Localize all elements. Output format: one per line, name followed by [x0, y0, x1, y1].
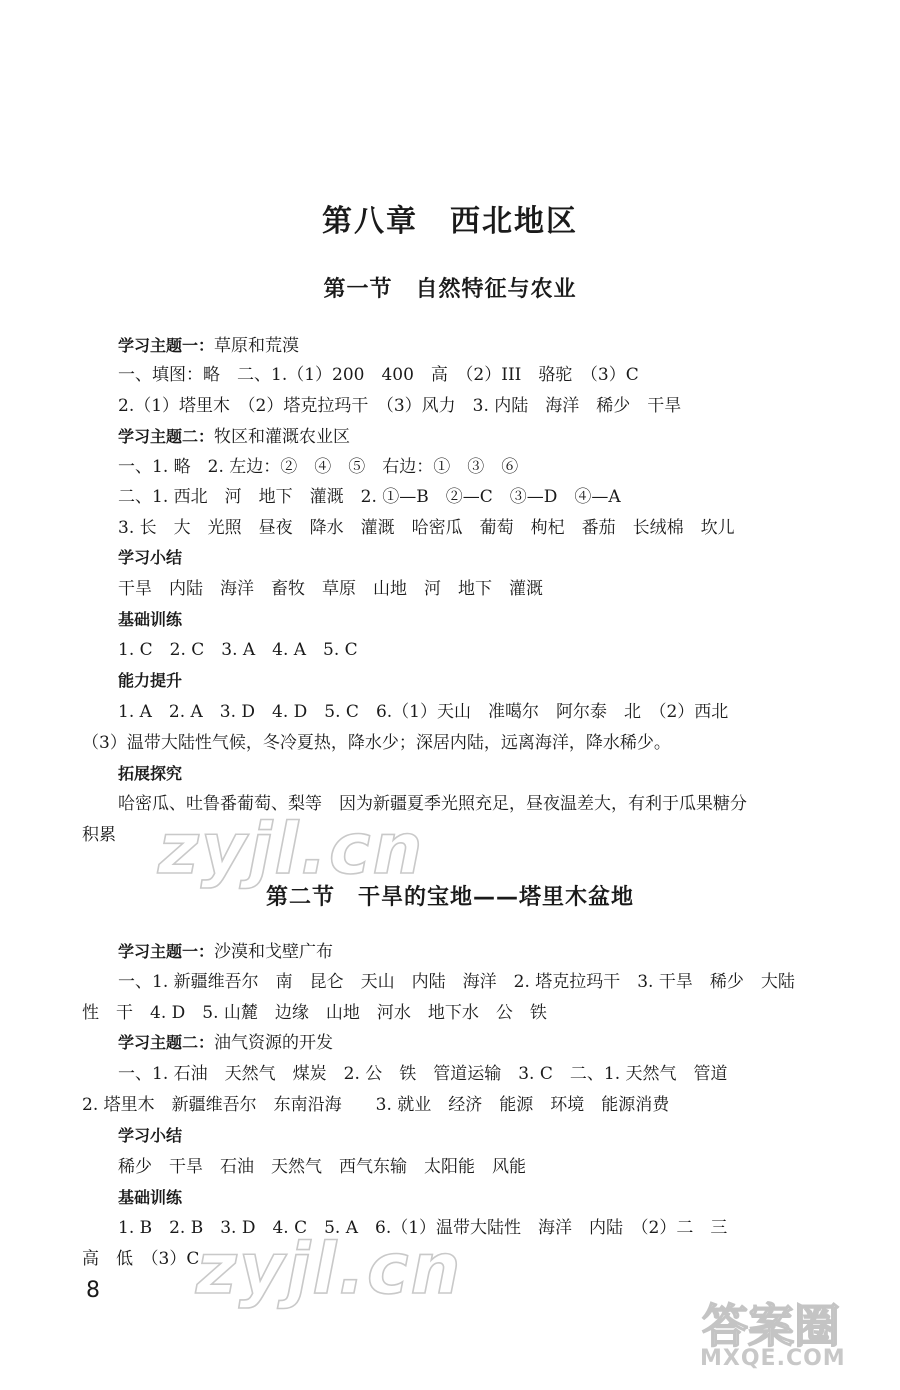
watermark-badge-url: MXQE.COM — [700, 1346, 846, 1371]
section1-line-5 — [118, 485, 621, 509]
line-label: 学习主题一： — [118, 336, 215, 355]
section2-line-5 — [82, 1093, 669, 1117]
line-label: 学习主题二： — [118, 427, 215, 446]
line-label: 学习主题二： — [118, 1033, 215, 1052]
section1-line-4 — [118, 455, 518, 479]
watermark-badge-title: 答案圈 — [702, 1299, 840, 1353]
section2-line-7 — [118, 1155, 526, 1179]
line-text: 高 低 （3）C — [82, 1249, 200, 1269]
line-text: 一、1. 略 2. 左边：② ④ ⑤ 右边：① ③ ⑥ — [118, 457, 519, 477]
line-label: 学习小结 — [118, 548, 183, 567]
page-number: 8 — [86, 1278, 100, 1303]
line-label: 学习主题一： — [118, 942, 215, 961]
line-label: 基础训练 — [118, 1188, 183, 1207]
line-text: 1. B 2. B 3. D 4. C 5. A 6.（1）温带大陆性 海洋 内陆 （2）二 三 — [118, 1218, 728, 1238]
section1-line-1 — [118, 363, 639, 387]
line-text: 3. 长 大 光照 昼夜 降水 灌溉 哈密瓜 葡萄 枸杞 番茄 长绒棉 坎儿 — [118, 518, 735, 538]
line-label: 基础训练 — [118, 610, 183, 629]
line-text: 哈密瓜、吐鲁番葡萄、梨等 因为新疆夏季光照充足，昼夜温差大，有利于瓜果糖分 — [118, 794, 747, 814]
line-text: 2.（1）塔里木 （2）塔克拉玛干 （3）风力 3. 内陆 海洋 稀少 干旱 — [118, 396, 682, 416]
line-label: 学习小结 — [118, 1126, 183, 1145]
section1-line-13 — [82, 731, 671, 755]
line-text: 油气资源的开发 — [214, 1033, 334, 1053]
line-text: 性 干 4. D 5. 山麓 边缘 山地 河水 地下水 公 铁 — [82, 1003, 547, 1023]
section1-line-8 — [118, 577, 543, 601]
line-text: 1. A 2. A 3. D 4. D 5. C 6.（1）天山 准噶尔 阿尔泰 北 （2）西北 — [118, 702, 729, 722]
section1-line-6 — [118, 516, 735, 540]
line-label: 能力提升 — [118, 671, 183, 690]
section1-line-7 — [118, 546, 182, 570]
section2-line-3 — [118, 1031, 333, 1055]
section1-line-10 — [118, 638, 358, 662]
section1-line-0 — [118, 334, 299, 358]
line-label: 拓展探究 — [118, 764, 183, 783]
section1-line-16 — [82, 823, 116, 847]
watermark-logo: zyjl.cn — [158, 808, 425, 890]
section2-line-1 — [118, 970, 795, 994]
section1-line-2 — [118, 394, 681, 418]
section2-line-0 — [118, 940, 333, 964]
line-text: 草原和荒漠 — [214, 336, 300, 356]
line-text: 沙漠和戈壁广布 — [214, 942, 334, 962]
section-title-1: 第一节 自然特征与农业 — [323, 277, 577, 302]
section2-line-2 — [82, 1001, 547, 1025]
line-text: （3）温带大陆性气候，冬冷夏热，降水少；深居内陆，远离海洋，降水稀少。 — [82, 733, 671, 753]
line-text: 1. C 2. C 3. A 4. A 5. C — [118, 640, 358, 660]
section2-line-6 — [118, 1124, 182, 1148]
line-text: 一、1. 新疆维吾尔 南 昆仑 天山 内陆 海洋 2. 塔克拉玛干 3. 干旱 稀少 大陆 — [118, 972, 795, 992]
section2-line-8 — [118, 1186, 182, 1210]
line-text: 牧区和灌溉农业区 — [214, 427, 351, 447]
watermark-badge — [692, 1290, 882, 1378]
line-text: 积累 — [82, 825, 116, 845]
line-text: 二、1. 西北 河 地下 灌溉 2. ①—B ②—C ③—D ④—A — [118, 487, 621, 507]
section-title-2: 第二节 干旱的宝地——塔里木盆地 — [265, 885, 634, 910]
line-text: 2. 塔里木 新疆维吾尔 东南沿海 3. 就业 经济 能源 环境 能源消费 — [82, 1095, 670, 1115]
line-text: 稀少 干旱 石油 天然气 西气东输 太阳能 风能 — [118, 1157, 526, 1177]
section2-line-4 — [118, 1062, 728, 1086]
section1-line-12 — [118, 700, 728, 724]
section2-line-10 — [82, 1247, 199, 1271]
line-text: 一、填图：略 二、1.（1）200 400 高 （2）III 骆驼 （3）C — [118, 365, 639, 385]
line-text: 干旱 内陆 海洋 畜牧 草原 山地 河 地下 灌溉 — [118, 579, 543, 599]
section1-line-9 — [118, 608, 182, 632]
watermark-logo: zyjl.cn — [196, 1228, 463, 1310]
section1-line-14 — [118, 762, 182, 786]
line-text: 一、1. 石油 天然气 煤炭 2. 公 铁 管道运输 3. C 二、1. 天然气 管道 — [118, 1064, 728, 1084]
section1-line-11 — [118, 669, 182, 693]
chapter-title: 第八章 西北地区 — [322, 204, 578, 239]
section1-line-3 — [118, 425, 350, 449]
